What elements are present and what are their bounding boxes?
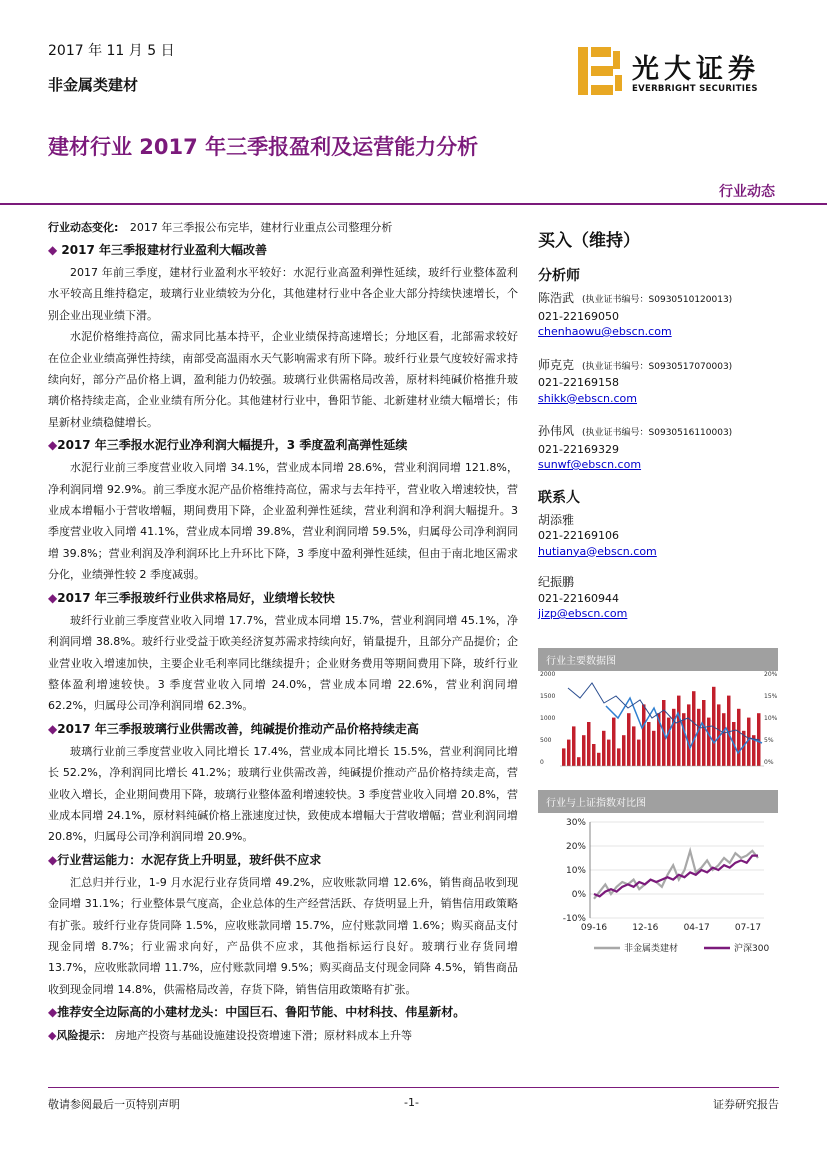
chart1-bar (702, 700, 706, 766)
section-heading: ◆行业营运能力：水泥存货上升明显，玻纤供不应求 (48, 852, 322, 867)
chart1-bar (672, 709, 676, 766)
footer-report-type: 证券研究报告 (713, 1098, 779, 1111)
chart2-xtick: 12-16 (632, 923, 659, 933)
chart1-bar (637, 740, 641, 766)
chart1-bar (632, 726, 636, 766)
main-column (48, 218, 518, 1048)
chart1-bar (617, 748, 621, 766)
email-link[interactable]: hutianya@ebscn.com (538, 544, 657, 558)
analyst-title: 分析师 (538, 268, 580, 284)
page-title: 建材行业 2017 年三季报盈利及运营能力分析 (48, 135, 479, 159)
chart2-xtick: 09-16 (580, 923, 608, 933)
analyst-card: 孙伟风 (执业证书编号：S0930516110003) 021-22169329 sunwf@ebscn.com (538, 424, 778, 473)
contact-card: 胡添雅 021-22169106 hutianya@ebscn.com (538, 513, 778, 560)
chart1-bar (722, 713, 726, 766)
chart1-bar (652, 731, 656, 766)
intro-label: 行业动态变化: (48, 221, 119, 234)
section-heading: ◆2017 年三季报玻纤行业供求格局好，业绩增长较快 (48, 590, 335, 605)
chart2-ytick: 0% (571, 890, 586, 900)
chart1-bar (647, 722, 651, 766)
chart1-ytick-left: 1500 (540, 693, 556, 700)
chart1-bar (562, 748, 566, 766)
chart1-ytick-left: 2000 (540, 671, 556, 678)
chart2-ytick: 30% (565, 818, 586, 828)
analyst-card: 陈浩武 (执业证书编号：S0930510120013) 021-22169050 chenhaowu@ebscn.com (538, 291, 778, 340)
chart1-ytick-right: 5% (764, 737, 774, 744)
everbright-logo-icon (578, 47, 622, 95)
chart1-bar (642, 704, 646, 766)
report-type: 行业动态 (719, 184, 775, 200)
page-number: -1- (404, 1096, 419, 1109)
chart1-ytick-right: 15% (764, 693, 778, 700)
chart1-bar (692, 691, 696, 766)
body-paragraph: 水泥行业前三季度营业收入同增 34.1%，营业成本同增 28.6%，营业利润同增 121.8%，净利润同增 92.9%。前三季度水泥产品价格维持高位，需求与去年持平，营业收入增速较快，营业成本增幅小于营收增幅，期间费用下降，企业盈利弹性延续，营业利润和净利润大幅提升。3 季度营业收入同增 41.1%，营业成本同增 39.8%，营业利润同增 59.5%，归属母公司净利润同增 39.8%；营业利润及净利润环比上升环比下降，3 季度中盈利弹性延续，但由于南北地区需求分化，业绩弹性较 2 季度减弱。 (48, 461, 518, 582)
logo-text-en: EVERBRIGHT SECURITIES (632, 84, 758, 94)
diamond-bullet-icon: ◆ (48, 852, 58, 867)
side-column (538, 218, 778, 622)
diamond-bullet-icon: ◆ (48, 1029, 57, 1043)
chart1-ytick-right: 20% (764, 671, 778, 678)
section-heading: ◆ 2017 年三季报建材行业盈利大幅改善 (48, 243, 267, 257)
email-link[interactable]: jizp@ebscn.com (538, 607, 628, 620)
chart2-series-line (594, 856, 758, 897)
chart2 (538, 810, 778, 960)
chart1-bar (682, 713, 686, 766)
email-link[interactable]: shikk@ebscn.com (538, 391, 637, 405)
chart1-bar (587, 722, 591, 766)
chart1-bar (572, 726, 576, 766)
chart2-xtick: 04-17 (683, 923, 710, 933)
email-link[interactable]: sunwf@ebscn.com (538, 458, 642, 471)
chart1-bar (582, 735, 586, 766)
chart1-title: 行业主要数据图 (538, 648, 778, 671)
chart2-ytick: 20% (565, 842, 586, 852)
chart1-bar (612, 718, 616, 766)
footer-disclaimer: 敬请参阅最后一页特别声明 (48, 1098, 180, 1111)
chart1-bar (607, 740, 611, 766)
diamond-bullet-icon: ◆ (48, 243, 58, 257)
diamond-bullet-icon: ◆ (48, 1005, 58, 1020)
chart1-bar (597, 753, 601, 766)
footer-divider (48, 1087, 779, 1088)
chart1-bar (677, 696, 681, 766)
email-link[interactable]: chenhaowu@ebscn.com (538, 325, 672, 338)
intro-text: 2017 年三季报公布完毕，建材行业重点公司整理分析 (129, 221, 393, 234)
chart2-legend-label: 沪深300 (734, 944, 770, 954)
chart2-xtick: 07-17 (734, 923, 762, 933)
body-paragraph: 玻璃行业前三季度营业收入同比增长 17.4%，营业成本同比增长 15.5%，营业利润同比增长 52.2%，净利润同比增长 41.2%；玻璃行业供需改善，纯碱提价推动产品价格持续走高，营业收入增长，企业期间费用下降，玻璃行业整体盈利增速较快。3 季度营业收入同增 20.8%，营业成本同增 24.1%，原材料纯碱价格上涨速度过快，致使成本增幅大于营收增幅；营业利润同增 20.8%，归属母公司净利润同增 20.9%。 (48, 744, 518, 844)
report-sector: 非金属类建材 (48, 76, 139, 94)
body-paragraph: 汇总归并行业，1-9 月水泥行业存货同增 49.2%，应收账款同增 12.6%，销售商品收到现金同增 31.1%；行业整体景气度高，企业总体的生产经营活跃、存货明显上升，销售信用政策略有扩张。玻纤行业存货同降 1.5%，应收账款同增 15.7%，应付账款同增 1.6%；购买商品支付现金同增 8.7%；行业需求向好，产品供不应求，其他指标运行良好。玻璃行业存货同增 13.7%，应收账款同增 11.7%，应付账款同增 9.5%；购买商品支付现金同降 4.5%，销售商品收到现金同增 14.8%，供需格局改善，存货下降，销售信用政策略有扩张。 (48, 875, 518, 996)
chart1-bar (622, 735, 626, 766)
chart1-bar (667, 718, 671, 766)
chart1-ytick-left: 500 (540, 737, 552, 744)
chart1-bar (697, 709, 701, 766)
chart2-series-line (594, 851, 758, 899)
chart2-legend-label: 非金属类建材 (624, 944, 679, 954)
section-heading: ◆2017 年三季报水泥行业净利润大幅提升，3 季度盈利高弹性延续 (48, 438, 408, 453)
report-date: 2017 年 11 月 5 日 (48, 43, 175, 59)
chart1-ytick-right: 10% (764, 715, 778, 722)
chart1-ytick-right: 0% (764, 759, 774, 766)
chart2-ytick: 10% (565, 866, 586, 876)
section-heading: ◆2017 年三季报玻璃行业供需改善，纯碱提价推动产品价格持续走高 (48, 721, 419, 736)
contact-card: 纪振鹏 021-22160944 jizp@ebscn.com (538, 575, 778, 622)
rating: 买入（维持） (538, 231, 640, 251)
chart1-ytick-left: 0 (540, 759, 544, 766)
chart1-bar (577, 757, 581, 766)
diamond-bullet-icon: ◆ (48, 721, 58, 736)
header-divider (0, 203, 827, 205)
chart1-bar (707, 718, 711, 766)
chart2-title: 行业与上证指数对比图 (538, 790, 778, 813)
logo-text-cn: 光大证券 (632, 54, 760, 85)
risk-line: ◆风险提示： 房地产投资与基础设施建设投资增速下滑；原材料成本上升等 (48, 1029, 412, 1043)
contact-title: 联系人 (538, 489, 580, 506)
body-paragraph: 2017 年前三季度，建材行业盈利水平较好：水泥行业高盈利弹性延续，玻纤行业整体盈利水平较高且维持稳定，玻璃行业业绩较为分化，其他建材行业中各企业大部分持续快速增长，个别企业出现业绩下滑。 (48, 266, 518, 322)
chart2-ytick: -10% (562, 914, 586, 924)
chart1-bar (627, 713, 631, 766)
analyst-card: 师克克 (执业证书编号：S0930517070003) 021-22169158 shikk@ebscn.com (538, 358, 778, 407)
diamond-bullet-icon: ◆ (48, 590, 58, 605)
chart1-bar (687, 704, 691, 766)
chart1 (538, 668, 778, 780)
body-paragraph: 玻纤行业前三季度营业收入同增 17.7%，营业成本同增 15.7%，营业利润同增 45.1%，净利润同增 38.8%。玻纤行业受益于欧美经济复苏需求持续向好，销量提升，且部分产品提价；企业营业收入增速加快，主要企业毛利率同比继续提升；企业财务费用等期间费用下降，玻纤行业整体盈利增速较快。3 季度营业收入同增 24.0%，营业成本同增 22.6%，营业利润同增 62.2%，归属母公司净利润同增 62.3%。 (48, 613, 518, 713)
chart1-bar (602, 731, 606, 766)
diamond-bullet-icon: ◆ (48, 438, 58, 453)
chart1-ytick-left: 1000 (540, 715, 556, 722)
chart1-bar (592, 744, 596, 766)
chart1-bar (567, 740, 571, 766)
chart1-bar (737, 709, 741, 766)
body-paragraph: 水泥价格维持高位，需求同比基本持平，企业业绩保持高速增长；分地区看，北部需求较好在位企业业绩高弹性持续，南部受高温雨水天气影响需求有所下降。玻纤行业景气度较好需求持续向好，部分产品价格上调，盈利能力仍较强。玻璃行业供需格局改善，原材料纯碱价格推升玻璃价格持续走高，企业业绩有所分化。其他建材行业中，鲁阳节能、北新建材业绩大幅增长；伟星新材业绩稳健增长。 (48, 330, 518, 429)
recommend-line: ◆推荐安全边际高的小建材龙头：中国巨石、鲁阳节能、中材科技、伟星新材。 (48, 1005, 466, 1020)
